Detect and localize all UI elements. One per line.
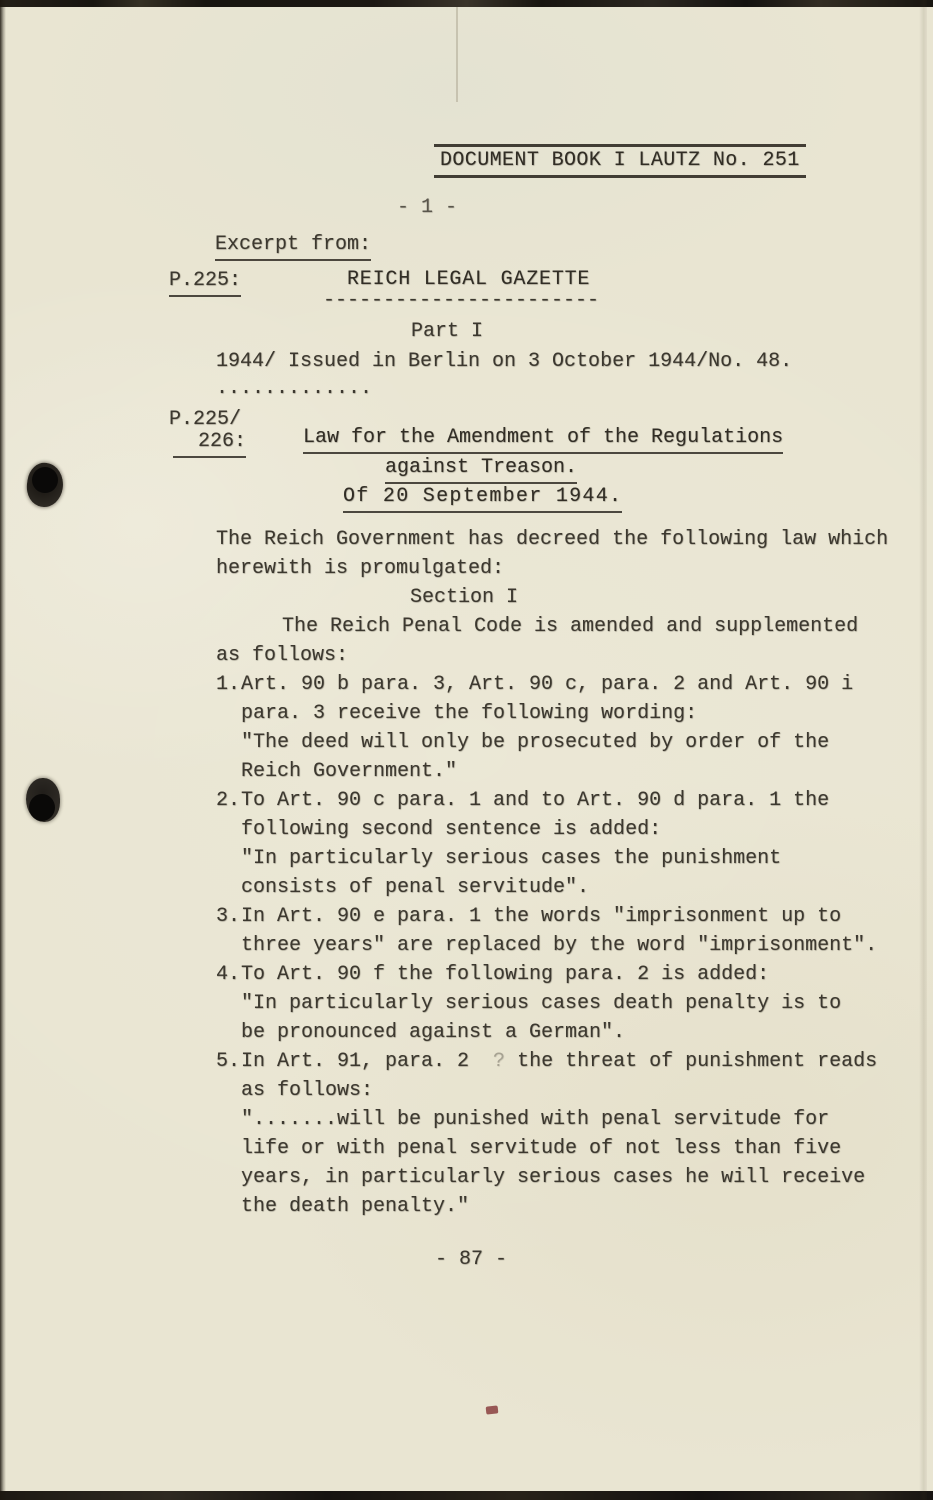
punch-hole-top — [27, 463, 63, 507]
item-line — [216, 786, 888, 815]
list-item-5 — [216, 1047, 888, 1221]
reference-p225: P.225: — [169, 266, 241, 297]
page-number-top: - 1 - — [397, 196, 458, 219]
item-line: Reich Government." — [241, 760, 458, 783]
item-text: Art. 90 b para. 3, Art. 90 c, para. 2 and Art. 90 i — [241, 673, 854, 696]
scan-edge-left — [0, 0, 6, 1500]
item-number: 3. — [216, 905, 241, 928]
amendment-list — [216, 670, 888, 1221]
gazette-underline: ----------------------- — [323, 289, 600, 312]
punch-hole-bottom — [26, 778, 60, 822]
list-item-4 — [216, 960, 888, 1047]
law-title-line1: Law for the Amendment of the Regulations — [303, 423, 783, 454]
item-line: life or with penal servitude of not less than five — [241, 1137, 842, 1160]
scan-edge-top — [0, 0, 933, 7]
part-heading: Part I — [411, 320, 484, 343]
scan-edge-bottom — [0, 1491, 933, 1500]
gazette-title: REICH LEGAL GAZETTE — [347, 268, 591, 291]
ellipsis-line: ............. — [216, 377, 373, 400]
item-text: To Art. 90 c para. 1 and to Art. 90 d para. 1 the — [241, 789, 830, 812]
list-item-3 — [216, 902, 888, 960]
item-number: 1. — [216, 673, 241, 696]
list-item-2 — [216, 786, 888, 902]
item-number: 5. — [216, 1050, 241, 1073]
law-title-line2: against Treason. — [385, 453, 577, 484]
reference-p225-226-line2: 226: — [173, 427, 246, 458]
section-heading: Section I — [410, 586, 519, 609]
preamble-line: The Reich Government has decreed the following law which — [216, 528, 889, 551]
list-item-1 — [216, 670, 888, 786]
item-line: para. 3 receive the following wording: — [241, 702, 698, 725]
excerpt-label: Excerpt from: — [215, 230, 371, 261]
item-line: following second sentence is added: — [241, 818, 662, 841]
section-intro-line: as follows: — [216, 644, 349, 667]
punch-hole-center — [32, 467, 58, 493]
scan-edge-right — [919, 0, 927, 1500]
faint-overstrike-mark: ? — [493, 1050, 506, 1073]
law-title-line3: Of 20 September 1944. — [343, 482, 622, 513]
item-line — [216, 670, 888, 699]
item-line: ".......will be punished with penal servitude for — [241, 1108, 830, 1131]
punch-hole-center — [29, 794, 55, 821]
item-line: years, in particularly serious cases he will receive — [241, 1166, 866, 1189]
law-body — [216, 525, 888, 1221]
preamble-line: herewith is promulgated: — [216, 557, 505, 580]
reference-p225-226-line1: P.225/ — [169, 408, 242, 431]
item-line: the death penalty." — [241, 1195, 470, 1218]
item-line: "The deed will only be prosecuted by order of the — [241, 731, 830, 754]
item-line: "In particularly serious cases the punishment — [241, 847, 782, 870]
item-text: To Art. 90 f the following para. 2 is added: — [241, 963, 770, 986]
item-text: the threat of punishment reads — [505, 1050, 878, 1073]
item-number: 4. — [216, 963, 241, 986]
document-book-stamp: DOCUMENT BOOK I LAUTZ No. 251 — [434, 144, 806, 178]
item-line: consists of penal servitude". — [241, 876, 590, 899]
item-text: In Art. 90 e para. 1 the words "imprisonment up to — [241, 905, 842, 928]
issue-line: 1944/ Issued in Berlin on 3 October 1944/No. 48. — [216, 350, 793, 373]
item-line: "In particularly serious cases death penalty is to — [241, 992, 842, 1015]
page-number-bottom: - 87 - — [435, 1248, 508, 1271]
item-line: three years" are replaced by the word "imprisonment". — [241, 934, 878, 957]
item-number: 2. — [216, 789, 241, 812]
section-intro-line: The Reich Penal Code is amended and supplemented — [282, 615, 859, 638]
item-line — [216, 902, 888, 931]
red-ink-mark — [486, 1405, 499, 1414]
item-line: be pronounced against a German". — [241, 1021, 626, 1044]
item-line — [216, 960, 888, 989]
item-text: In Art. 91, para. 2 — [241, 1050, 494, 1073]
paper-crease — [456, 7, 458, 102]
item-line: as follows: — [241, 1079, 374, 1102]
item-line — [216, 1047, 888, 1076]
